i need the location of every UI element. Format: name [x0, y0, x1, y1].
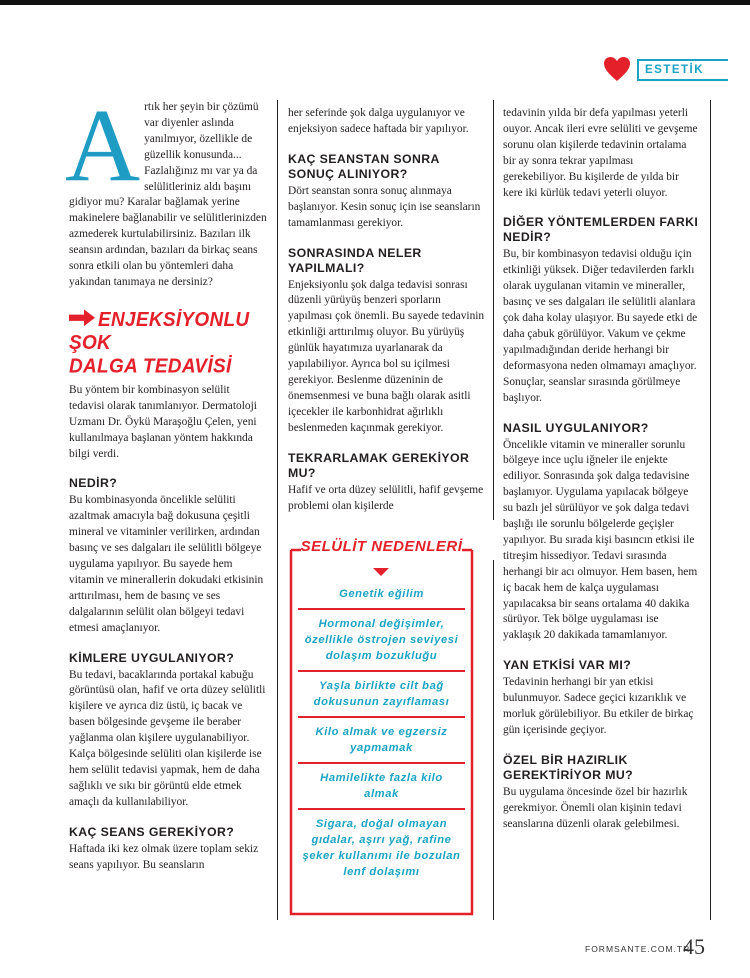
heading-sonrasinda: SONRASINDA NELER YAPILMALI?: [288, 245, 422, 275]
main-heading-line1: ENJEKSİYONLU ŞOK: [69, 309, 250, 355]
heart-icon: [603, 56, 631, 84]
paragraph: Tedavinin herhangi bir yan etkisi bulunmuyor. Sadece geçici kızarıklık ve morluk görülebiliyor. Bu etkiler de birkaç gün içerisinde geçiyor.: [503, 676, 694, 736]
section-tab: [603, 56, 728, 84]
heading-sonuc: KAÇ SEANSTAN SONRA SONUÇ ALINIYOR?: [288, 151, 440, 181]
paragraph: Öncelikle vitamin ve mineraller sorunlu bölgeye ince uçlu iğneler ile enjekte ediliyor. Sonrasında şok dalga tedavisine başlanıyor. Uygulama yapılacak bölgeye su bazlı jel sürülüyor ve şok dalga tedavi başlığı ile sorunlu bölgelerde geçişler yapılıyor. Bu sırada kişi basıncın etkisi ile titreşim hissediyor. Tedavi sırasında herhangi bir acı olmuyor. Hem basen, hem iç bacak hem de kalça uygulaması yapılacaksa bir seans ortalama 40 dakika sürüyor. Tek bölge uygulaması ise yaklaşık 20 dakikada tamamlanıyor.: [503, 438, 698, 642]
lead-paragraph: Bu yöntem bir kombinasyon selülit tedavisi olarak tanımlanıyor. Dermatoloji Uzmanı Dr. Öykü Maraşoğlu Çelen, yeni kullanılmaya başlanan yöntem hakkında bilgi verdi.: [69, 383, 257, 460]
column-rule: [493, 100, 494, 520]
paragraph: Enjeksiyonlu şok dalga tedavisi sonrası düzenli yürüyüş benzeri sporların yapılması çok önemli. Bu sayede tedavinin etkinliği arttırılmış oluyor. Bu yürüyüş günlük hayatımıza uyarlanarak da yapılabiliyor. Ayrıca bol su içilmesi gerekiyor. Beslenme düzeninin de önemsenmesi ve buna bağlı olarak asitli içecekler ile karbonhidrat ağırlıklı beslenmeden kaçınmak gerekiyor.: [288, 278, 485, 434]
sidebar-item: Hormonal değişimler, özellikle östrojen seviyesi dolaşım bozukluğu: [298, 608, 465, 670]
paragraph: tedavinin yılda bir defa yapılması yeterli ouyor. Ancak ileri evre selüliti ve gevşeme sorunu olan kişilerde tedavinin ortalama bir ay sonra tekrar yapılması gerekebiliyor. Bu kişilerde de yılda bir kere iki kürlük tedavi yeterli oluyor.: [503, 107, 698, 199]
paragraph: Bu tedavi, bacaklarında portakal kabuğu görüntüsü olan, hafif ve orta düzey selülitli kişilere ve ayrıca diz üstü, iç bacak ve basen bölgesinde gevşeme ile beraber yağlanma olan kişilere uygulanabiliyor. Kalça bölgesinde selüliti olan kişilerde ise hem selülit tedavisi yapmak, hem de daha sağlıklı ve sıkı bir görüntü elde etmek amaçlı da kullanılabiliyor.: [69, 668, 266, 808]
dropcap: A: [65, 88, 141, 203]
sidebar-item: Sigara, doğal olmayan gıdalar, aşırı yağ, rafine şeker kullanımı ile bozulan lenf dolaşımı: [298, 808, 465, 886]
heading-hazirlik: ÖZEL BİR HAZIRLIK GEREKTİRİYOR MU?: [503, 752, 634, 782]
heading-yan-etki: YAN ETKİSİ VAR MI?: [503, 658, 632, 673]
paragraph: Bu, bir kombinasyon tedavisi olduğu için etkinliği yüksek. Diğer tedavilerden farklı olarak uygulanan vitamin ve mineraller, basınç ve ses dalgaları ile selülitli alanlara çok daha kolay ulaşıyor. Bu sayede etki de daha çabuk görülüyor. Vakum ve çekme yapılmadığından deride herhangi bir deformasyona neden olmamayı amaçlıyor. Sonuçlar, seanslar sırasında görülmeye başlıyor.: [503, 248, 698, 404]
paragraph: Bu uygulama öncesinde özel bir hazırlık gerekmiyor. Önemli olan kişinin tedavi seanslarına düzenli olarak gelebilmesi.: [503, 785, 688, 830]
top-border: [0, 0, 750, 5]
column-3: [503, 106, 699, 833]
intro-text: rtık her şeyin bir çözümü var diyenler aslında yanılmıyor, özellikle de güzellik konusunda... Fazlalığınız mı var ya da selülitleriniz aldı başını gidiyor mu? Karalar bağlamak yerine makinelere bağlanabilir ve selülitlerinizden azmederek kurtulabilirsiniz. Bazıları ilk seansın ardından, bazıları da birkaç seans sonra etkili olan bu yöntemleri daha yakından tanımaya ne dersiniz?: [69, 101, 267, 288]
paragraph: Hafif ve orta düzey selülitli, hafif gevşeme problemi olan kişilerde: [288, 483, 484, 512]
paragraph: Bu kombinasyonda öncelikle selüliti azaltmak amacıyla bağ dokusuna çeşitli mineral ve vitaminler verilirken, ardından basınç ve ses dalgaları ile selülitli bölgeye uygulama yapılıyor. Bu sayede hem vitamin ve minerallerin dokudaki etkisinin arttırılması, hem de basınç ve ses dalgalarının selülit olan bölgeyi tedavi etmesi amaçlanıyor.: [69, 494, 264, 634]
heading-tekrarlamak: TEKRARLAMAK GEREKİYOR MU?: [288, 450, 470, 480]
sidebar-list: [298, 586, 465, 886]
paragraph: Haftada iki kez olmak üzere toplam sekiz seans yapılıyor. Bu seansların: [69, 842, 259, 871]
sidebar-item: Yaşla birlikte cilt bağ dokusunun zayıflaması: [298, 670, 465, 716]
sidebar-title: SELÜLİT NEDENLERİ: [300, 538, 463, 555]
column-1: [65, 88, 267, 874]
page-number: 45: [683, 934, 705, 959]
heading-nasil: NASIL UYGULANIYOR?: [503, 420, 649, 435]
main-heading: [69, 309, 267, 378]
column-rule: [710, 100, 711, 920]
heading-kimlere: KİMLERE UYGULANIYOR?: [69, 650, 235, 665]
heading-kac-seans: KAÇ SEANS GEREKİYOR?: [69, 824, 235, 839]
sidebar-item: Hamilelikte fazla kilo almak: [298, 762, 465, 808]
column-rule: [493, 560, 494, 920]
section-label: ESTETİK: [637, 59, 728, 81]
sidebar-selulit-nedenleri: [289, 538, 474, 916]
paragraph: Dört seanstan sonra sonuç alınmaya başlanıyor. Kesin sonuç için ise seansların tamamlanması gerekiyor.: [288, 184, 481, 229]
intro-paragraph: [65, 88, 267, 291]
column-rule: [277, 100, 278, 920]
footer-site: FORMSANTE.COM.TR: [585, 944, 691, 954]
main-heading-line2: DALGA TEDAVİSİ: [69, 355, 232, 378]
sidebar-item: Kilo almak ve egzersiz yapmamak: [298, 716, 465, 762]
arrow-right-icon: [69, 309, 95, 332]
sidebar-item: Genetik eğilim: [298, 586, 465, 608]
column-2: [288, 106, 486, 514]
heading-nedir: NEDİR?: [69, 476, 118, 491]
paragraph: her seferinde şok dalga uygulanıyor ve enjeksiyon sadece haftada bir yapılıyor.: [288, 107, 469, 135]
heading-farki: DİĞER YÖNTEMLERDEN FARKI NEDİR?: [503, 215, 699, 245]
